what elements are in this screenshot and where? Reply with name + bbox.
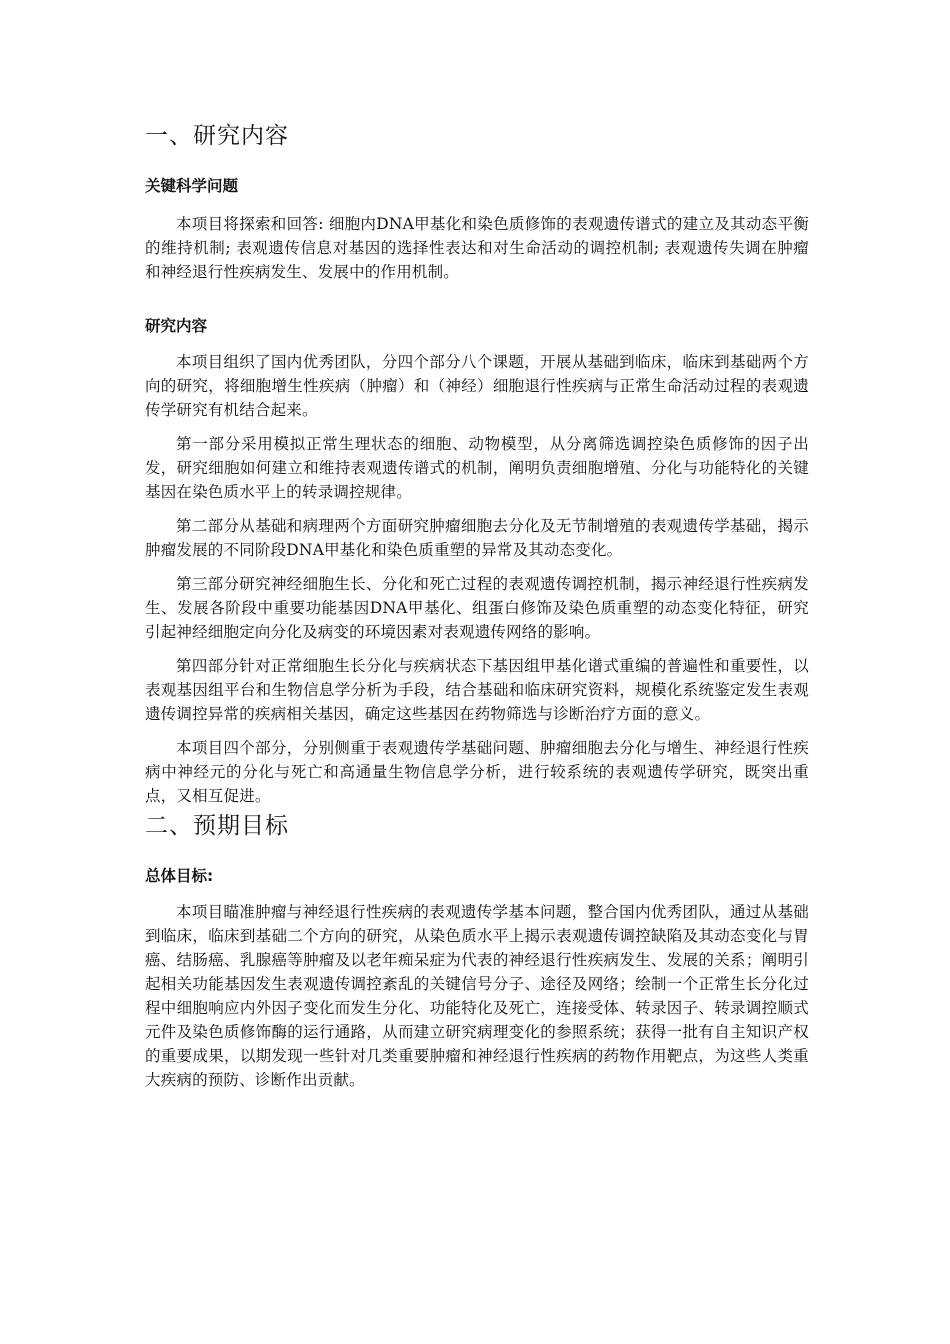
section-title-research-content: 一、研究内容 — [145, 123, 289, 149]
section-title-expected-goals: 二、预期目标 — [145, 813, 289, 839]
subheading-key-questions: 关键科学问题 — [145, 177, 239, 195]
subheading-overall-goal: 总体目标: — [145, 867, 214, 885]
paragraph-part-three: 第三部分研究神经细胞生长、分化和死亡过程的表观遗传调控机制，揭示神经退行性疾病发生、发展各阶段中重要功能基因DNA甲基化、组蛋白修饰及染色质重塑的动态变化特征，研究引起神经细胞定向分化及病变的环境因素对表观遗传网络的影响。 — [145, 575, 809, 641]
subheading-research-content: 研究内容 — [145, 317, 208, 335]
paragraph-key-questions: 本项目将探索和回答: 细胞内DNA甲基化和染色质修饰的表观遗传谱式的建立及其动态平衡的维持机制; 表观遗传信息对基因的选择性表达和对生命活动的调控机制; 表观遗传失调在肿瘤和神经退行性疾病发生、发展中的作用机制。 — [145, 215, 809, 281]
paragraph-part-two: 第二部分从基础和病理两个方面研究肿瘤细胞去分化及无节制增殖的表观遗传学基础，揭示肿瘤发展的不同阶段DNA甲基化和染色质重塑的异常及其动态变化。 — [145, 517, 809, 559]
paragraph-summary: 本项目四个部分，分别侧重于表观遗传学基础问题、肿瘤细胞去分化与增生、神经退行性疾病中神经元的分化与死亡和高通量生物信息学分析，进行较系统的表观遗传学研究，既突出重点，又相互促进。 — [145, 739, 809, 805]
paragraph-part-four: 第四部分针对正常细胞生长分化与疾病状态下基因组甲基化谱式重编的普遍性和重要性，以表观基因组平台和生物信息学分析为手段，结合基础和临床研究资料，规模化系统鉴定发生表观遗传调控异常的疾病相关基因，确定这些基因在药物筛选与诊断治疗方面的意义。 — [145, 657, 809, 723]
paragraph-research-overview: 本项目组织了国内优秀团队，分四个部分八个课题，开展从基础到临床，临床到基础两个方向的研究，将细胞增生性疾病（肿瘤）和（神经）细胞退行性疾病与正常生命活动过程的表观遗传学研究有机结合起来。 — [145, 353, 809, 419]
document-page — [145, 118, 809, 1092]
paragraph-overall-goal: 本项目瞄准肿瘤与神经退行性疾病的表观遗传学基本问题，整合国内优秀团队，通过从基础到临床，临床到基础二个方向的研究，从染色质水平上揭示表观遗传调控缺陷及其动态变化与胃癌、结肠癌、乳腺癌等肿瘤及以老年痴呆症为代表的神经退行性疾病发生、发展的关系；阐明引起相关功能基因发生表观遗传调控紊乱的关键信号分子、途径及网络；绘制一个正常生长分化过程中细胞响应内外因子变化而发生分化、功能特化及死亡，连接受体、转录因子、转录调控顺式元件及染色质修饰酶的运行通路，从而建立研究病理变化的参照系统；获得一批有自主知识产权的重要成果，以期发现一些针对几类重要肿瘤和神经退行性疾病的药物作用靶点，为这些人类重大疾病的预防、诊断作出贡献。 — [145, 903, 809, 1089]
paragraph-part-one: 第一部分采用模拟正常生理状态的细胞、动物模型，从分离筛选调控染色质修饰的因子出发，研究细胞如何建立和维持表观遗传谱式的机制，阐明负责细胞增殖、分化与功能特化的关键基因在染色质水平上的转录调控规律。 — [145, 435, 809, 501]
